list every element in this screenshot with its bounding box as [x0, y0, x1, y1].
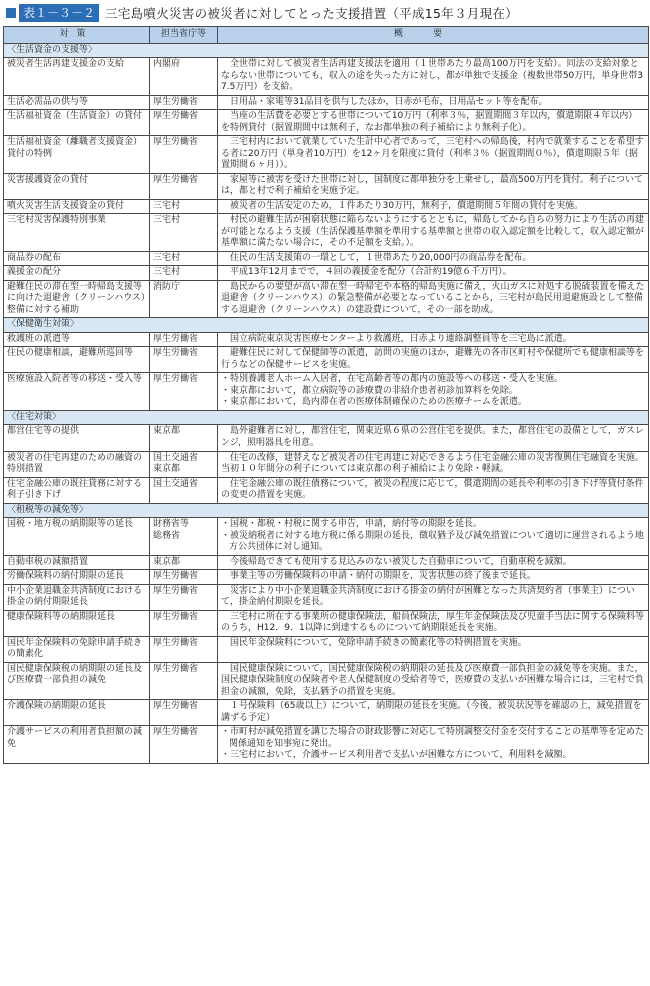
summary-line: 今後帰島できても使用する見込みのない被災した自動車について，自動車税を減額。: [230, 556, 572, 567]
agency-cell: [150, 610, 218, 636]
measure-cell: 商品券の配布: [4, 251, 150, 266]
measure-cell: 国民年金保険料の免除申請手続きの簡素化: [4, 636, 150, 662]
agency-cell: [150, 110, 218, 136]
agency-name: 厚生労働省: [153, 663, 199, 674]
agency-cell: [150, 555, 218, 570]
summary-line: 当座の生活費を必要とする世帯について10万円（利率３％，据置期間３年以内，償還期限４年以内）を特例貸付（据置期間中は無利子，なお都単独の利子補給により無利子化）。: [221, 111, 638, 133]
measure-cell: 住宅金融公庫の既往貸務に対する利子引き下げ: [4, 477, 150, 503]
agency-cell: [150, 136, 218, 174]
agency-name: 三宅村: [153, 267, 181, 278]
agency-name: 厚生労働省: [153, 727, 199, 738]
summary-line: 島外避難者に対し，都営住宅，関東近県６県の公営住宅を提供。また，都営住宅の設備として，ガスレンジ，照明器具を用意。: [221, 426, 644, 448]
table-row: [4, 425, 649, 451]
measure-cell: 三宅村災害保護特別事業: [4, 214, 150, 252]
summary-cell: [218, 199, 649, 214]
agency-cell: [150, 451, 218, 477]
summary-cell: [218, 570, 649, 585]
agency-cell: [150, 347, 218, 373]
summary-cell: [218, 518, 649, 556]
agency-cell: [150, 726, 218, 764]
agency-name: 厚生労働省: [153, 701, 199, 712]
summary-line: 事業主等の労働保険料の申請・納付の期限を，災害状態の終了後まで延長。: [230, 571, 537, 582]
agency-name: 総務省: [153, 530, 181, 541]
agency-name: 東京都: [153, 426, 181, 437]
measure-cell: 救護班の派遣等: [4, 332, 150, 347]
section-row: [4, 410, 649, 425]
section-label: 〈租税等の減免等〉: [4, 503, 649, 518]
agency-name: 国土交通省: [153, 452, 199, 463]
header-summary: 概要: [218, 27, 649, 44]
agency-name: 三宅村: [153, 200, 181, 211]
summary-line: ・特別養護老人ホーム入居者，在宅高齢者等の都内の施設等への移送・受入を実施。: [221, 374, 564, 385]
table-row: [4, 58, 649, 96]
summary-cell: [218, 110, 649, 136]
table-row: [4, 555, 649, 570]
section-row: [4, 503, 649, 518]
table-row: [4, 662, 649, 700]
measure-cell: 労働保険料の納付期限の延長: [4, 570, 150, 585]
summary-line: 災害により中小企業退職金共済制度における掛金の納付が困難となった共済契約者（事業主）について，掛金納付期限を延長。: [221, 585, 635, 608]
measure-cell: 噴火災害生活支援資金の貸付: [4, 199, 150, 214]
table-row: [4, 373, 649, 411]
summary-cell: [218, 280, 649, 318]
agency-name: 厚生労働省: [153, 611, 199, 622]
summary-line: 平成13年12月までで，４回の義援金を配分（合計約19億６千万円）。: [230, 267, 512, 278]
measure-cell: 都営住宅等の提供: [4, 425, 150, 451]
header-row: [4, 27, 649, 44]
measure-cell: 被災者生活再建支援金の支給: [4, 58, 150, 96]
summary-line: ・東京都において，都立病院等の診療費の非紹介患者初診加算料を免除。: [221, 385, 518, 396]
summary-line: ・市町村が減免措置を講じた場合の財政影響に対応して特別調整交付金を交付することの基準等を定めた関係通知を知事宛に発出。: [221, 727, 645, 749]
table-row: [4, 214, 649, 252]
measure-cell: 国民健康保険税の納期限の延長及び医療費一部負担の減免: [4, 662, 150, 700]
agency-cell: [150, 662, 218, 700]
table-row: [4, 280, 649, 318]
section-label: 〈住宅対策〉: [4, 410, 649, 425]
agency-name: 三宅村: [153, 215, 181, 226]
agency-cell: [150, 58, 218, 96]
agency-cell: [150, 214, 218, 252]
measure-cell: 介護保険の納期限の延長: [4, 700, 150, 726]
agency-name: 財務省等: [153, 519, 190, 530]
agency-cell: [150, 199, 218, 214]
measure-cell: 避難住民の滞在型一時帰島支援等に向けた退避舎（クリーンハウス）整備に対する補助: [4, 280, 150, 318]
agency-cell: [150, 173, 218, 199]
summary-line: 三宅村内において就業していた生計中心者であって，三宅村への帰島後，村内で就業することを希望する者に20万円（単身者10万円）を12ヶ月を限度に貸付（利率３％（据置期間０％），償還期限５年（据置期間６ヶ月））。: [221, 137, 644, 171]
summary-cell: [218, 477, 649, 503]
table-row: [4, 610, 649, 636]
section-label: 〈保健衛生対策〉: [4, 318, 649, 333]
table-row: [4, 518, 649, 556]
summary-cell: [218, 58, 649, 96]
agency-name: 厚生労働省: [153, 333, 199, 344]
summary-line: ・国税・都税・村税に関する申告，申請，納付等の期限を延長。: [221, 519, 483, 530]
summary-cell: [218, 332, 649, 347]
agency-name: 内閣府: [153, 59, 181, 70]
summary-line: 島民からの要望が高い滞在型一時帰宅や本格的帰島実施に備え，火山ガスに対処する脱硫装置を備えた退避舎（クリーンハウス）の緊急整備が必要となっていることから，三宅村が島民用退避施設として整備する退避舎（クリーンハウス）の建設費について，その一部を助成。: [221, 281, 645, 315]
summary-line: 全世帯に対して被災者生活再建支援法を適用（１世帯あたり最高100万円を支給）。同法の支給対象とならない世帯についても，収入の途を失った方に対し，都が単独で支援金（複数世帯50万円，単身世帯37.5万円）を支給。: [221, 59, 644, 93]
table-row: [4, 570, 649, 585]
summary-line: 国立病院東京災害医療センターより救護班，日赤より連絡調整員等を三宅島に派遣。: [230, 333, 572, 344]
summary-cell: [218, 425, 649, 451]
table-row: [4, 347, 649, 373]
measure-cell: 介護サービスの利用者負担額の減免: [4, 726, 150, 764]
summary-line: 被災者の生活安定のため，１件あたり30万円，無利子，償還期間５年間の貸付を実施。: [230, 200, 584, 211]
agency-cell: [150, 251, 218, 266]
agency-name: 東京都: [153, 464, 181, 475]
table-row: [4, 110, 649, 136]
measure-cell: 中小企業退職金共済制度における掛金の納付期限延長: [4, 584, 150, 610]
summary-cell: [218, 584, 649, 610]
agency-name: 厚生労働省: [153, 137, 199, 148]
measure-cell: 住民の健康相談，避難所巡回等: [4, 347, 150, 373]
agency-name: 厚生労働省: [153, 585, 199, 596]
agency-cell: [150, 95, 218, 110]
agency-cell: [150, 518, 218, 556]
section-label: 〈生活資金の支援等〉: [4, 43, 649, 58]
support-measures-table: [3, 26, 649, 764]
summary-line: 住宅金融公庫の既往債務について，被災の程度に応じて，償還期間の延長や利率の引き下げ等貸付条件の変更の措置を実施。: [221, 478, 644, 501]
measure-cell: 自動車税の減額措置: [4, 555, 150, 570]
section-row: [4, 43, 649, 58]
measure-cell: 義援金の配分: [4, 266, 150, 281]
summary-cell: [218, 95, 649, 110]
summary-cell: [218, 266, 649, 281]
summary-cell: [218, 610, 649, 636]
section-row: [4, 318, 649, 333]
table-row: [4, 477, 649, 503]
agency-cell: [150, 636, 218, 662]
agency-name: 東京都: [153, 556, 181, 567]
summary-line: 村民の避難生活が困窮状態に陥らないようにするとともに，帰島してから自らの努力により生活の再建が可能となるよう支援（生活保護基準額を準用する基準額と世帯の収入認定額を比較して，収入認定額が基準額に満たない場合に，その不足額を支給。）。: [221, 215, 645, 249]
agency-cell: [150, 373, 218, 411]
measure-cell: 国税・地方税の納期限等の延長: [4, 518, 150, 556]
agency-name: 厚生労働省: [153, 374, 199, 385]
agency-cell: [150, 280, 218, 318]
table-row: [4, 266, 649, 281]
agency-name: 厚生労働省: [153, 571, 199, 582]
summary-line: １号保険料（65歳以上）について，納期限の延長を実施。（今後，被災状況等を確認の上，減免措置を講ずる予定）: [221, 701, 642, 723]
table-row: [4, 700, 649, 726]
agency-name: 厚生労働省: [153, 174, 199, 185]
summary-line: 避難住民に対して保健師等の派遣，訪問の実施のほか，避難先の各市区町村や保健所でも健康相談等を行うなどの保健サービスを実施。: [221, 348, 645, 370]
summary-cell: [218, 636, 649, 662]
table-caption: [0, 0, 650, 26]
table-row: [4, 136, 649, 174]
table-body: [4, 43, 649, 763]
measure-cell: 被災者の住宅再建のための融資の特別措置: [4, 451, 150, 477]
agency-name: 厚生労働省: [153, 96, 199, 107]
summary-cell: [218, 700, 649, 726]
summary-line: ・東京都において，島内滞在者の医療体制確保のための医療チームを派遣。: [221, 397, 527, 408]
table-row: [4, 726, 649, 764]
table-number: 表１－３－２: [19, 4, 99, 22]
measure-cell: 医療施設入院者等の移送・受入等: [4, 373, 150, 411]
summary-cell: [218, 555, 649, 570]
summary-cell: [218, 662, 649, 700]
summary-line: ・被災納税者に対する地方税に係る期限の延長，徴収猶予及び減免措置について適切に運営されるよう地方公共団体に対し通知。: [221, 530, 644, 553]
measure-cell: 生活福祉資金（生活資金）の貸付: [4, 110, 150, 136]
agency-name: 厚生労働省: [153, 637, 199, 648]
agency-name: 国土交通省: [153, 478, 199, 489]
summary-line: 国民年金保険料について，免除申請手続きの簡素化等の特例措置を実施。: [230, 637, 527, 648]
summary-cell: [218, 136, 649, 174]
agency-name: 消防庁: [153, 281, 181, 292]
header-agency: 担当省庁等: [150, 27, 218, 44]
table-title: 三宅島噴火災害の被災者に対してとった支援措置（平成15年３月現在）: [105, 6, 519, 21]
summary-cell: [218, 373, 649, 411]
summary-line: 家屋等に被害を受けた世帯に対し，国制度に都単独分を上乗せし，最高500万円を貸付。利子については，都と村で利子補給を実施予定。: [221, 174, 644, 197]
agency-name: 厚生労働省: [153, 111, 199, 122]
summary-line: 住宅の改修，建替えなど被災者の住宅再建に対応できるよう住宅金融公庫の災害復興住宅融資を実施。当初１０年間分の利子については東京都の利子補給により免除・軽減。: [221, 452, 645, 475]
agency-cell: [150, 266, 218, 281]
agency-cell: [150, 584, 218, 610]
agency-cell: [150, 332, 218, 347]
summary-line: ・三宅村において，介護サービス利用者で支払いが困難な方について，利用料を減額。: [221, 750, 572, 761]
summary-line: 国民健康保険について，国民健康保険税の納期限の延長及び医療費一部負担金の減免等を実施。また，国民健康保険制度の保険者や老人保健制度の受給者等で，医療費の支払いが困難な場合には，三宅村で負担金の減額，免除，支払猶予の措置を実施。: [221, 663, 644, 697]
summary-line: 三宅村に所在する事業所の健康保険法，船員保険法，厚生年金保険法及び児童手当法に関する保険料等のうち，H12．9．1以降に到達するものについて納期限延長を実施。: [221, 611, 645, 634]
summary-line: 住民の生活支援策の一環として，１世帯あたり20,000円の商品券を配布。: [230, 252, 532, 263]
table-row: [4, 332, 649, 347]
table-row: [4, 451, 649, 477]
table-row: [4, 636, 649, 662]
agency-cell: [150, 477, 218, 503]
summary-cell: [218, 214, 649, 252]
table-row: [4, 584, 649, 610]
agency-cell: [150, 425, 218, 451]
summary-line: 日用品・家電等31品目を供与したほか，日赤が毛布，日用品セット等を配布。: [230, 96, 548, 107]
measure-cell: 生活必需品の供与等: [4, 95, 150, 110]
header-measure: 対策: [4, 27, 150, 44]
agency-cell: [150, 700, 218, 726]
table-row: [4, 199, 649, 214]
caption-square-icon: [6, 8, 16, 18]
agency-name: 厚生労働省: [153, 348, 199, 359]
agency-name: 三宅村: [153, 252, 181, 263]
table-row: [4, 173, 649, 199]
measure-cell: 健康保険料等の納期限延長: [4, 610, 150, 636]
measure-cell: 生活福祉資金（離職者支援資金）貸付の特例: [4, 136, 150, 174]
summary-cell: [218, 451, 649, 477]
table-row: [4, 251, 649, 266]
summary-cell: [218, 251, 649, 266]
summary-cell: [218, 726, 649, 764]
agency-cell: [150, 570, 218, 585]
summary-cell: [218, 347, 649, 373]
summary-cell: [218, 173, 649, 199]
table-row: [4, 95, 649, 110]
measure-cell: 災害援護資金の貸付: [4, 173, 150, 199]
